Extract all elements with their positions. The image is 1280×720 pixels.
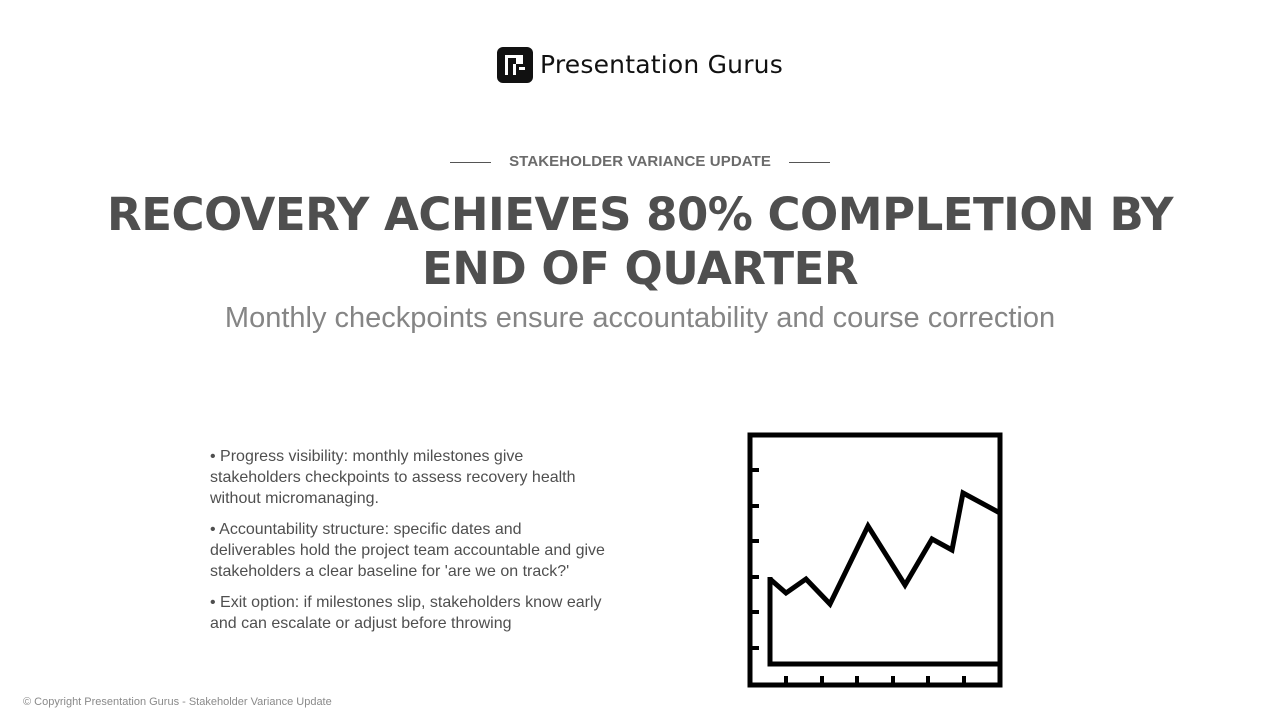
bullet-item-progress-visibility: • Progress visibility: monthly milestones give stakeholders checkpoints to assess recovery health without micromanaging.: [210, 448, 576, 507]
line-chart-icon: [747, 432, 1003, 688]
chart-icon-axis: [770, 577, 1000, 664]
presentation-gurus-logo-mark-icon: [497, 47, 533, 83]
eyebrow-label: STAKEHOLDER VARIANCE UPDATE: [509, 153, 771, 170]
bullet-item-exit-option: • Exit option: if milestones slip, stakeholders know early and can escalate or adjust before throwing: [210, 594, 602, 632]
eyebrow-divider-left: [450, 162, 491, 163]
footer-copyright: © Copyright Presentation Gurus - Stakeholder Variance Update: [23, 696, 332, 708]
slide-subtitle: Monthly checkpoints ensure accountability and course correction: [224, 302, 1056, 334]
slide-title: RECOVERY ACHIEVES 80% COMPLETION BY END OF QUARTER: [107, 188, 1173, 295]
eyebrow-divider-right: [789, 162, 830, 163]
bullet-list: [210, 446, 605, 644]
chart-icon-frame: [750, 435, 1000, 685]
brand-name: Presentation Gurus: [540, 50, 783, 79]
bullet-item-accountability-structure: • Accountability structure: specific dates and deliverables hold the project team accountable and give stakeholders a clear baseline for 'are we on track?': [210, 521, 605, 580]
eyebrow: [0, 152, 1280, 172]
chart-icon-trend-line: [770, 493, 1000, 604]
brand-logo: [0, 47, 1280, 83]
